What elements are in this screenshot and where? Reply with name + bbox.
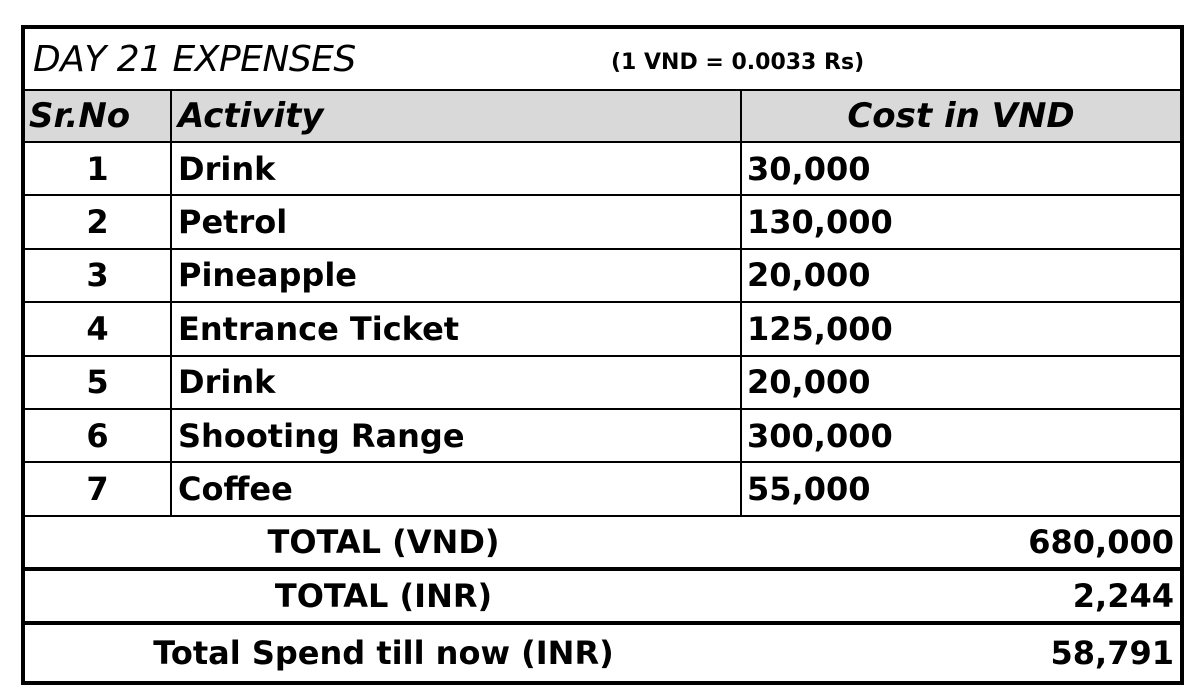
cell-cost: 125,000: [747, 309, 893, 348]
cell-sr-no: 4: [25, 303, 172, 354]
table-row: [25, 357, 1180, 410]
header-row: [25, 91, 1180, 143]
table-row: [25, 410, 1180, 463]
cell-sr-no: 6: [25, 410, 172, 461]
cell-cost: 20,000: [747, 256, 871, 295]
expense-table: [21, 25, 1184, 685]
cell-activity: Coffee: [172, 463, 742, 514]
total-spend-label: Total Spend till now (INR): [153, 634, 614, 672]
cell-cost: 55,000: [747, 470, 871, 509]
cell-activity: Pineapple: [172, 250, 742, 301]
cell-cost: 130,000: [747, 203, 893, 242]
cell-activity: Petrol: [172, 196, 742, 247]
cell-sr-no: 5: [25, 357, 172, 408]
table-row: [25, 303, 1180, 356]
cell-cost: 300,000: [747, 416, 893, 455]
total-inr-row: [25, 571, 1180, 625]
cell-activity: Drink: [172, 357, 742, 408]
cell-activity: Entrance Ticket: [172, 303, 742, 354]
header-activity: Activity: [172, 91, 742, 141]
cell-cost: 30,000: [747, 149, 871, 188]
total-spend-row: [25, 625, 1180, 681]
header-sr-no: Sr.No: [25, 91, 172, 141]
cell-sr-no: 7: [25, 463, 172, 514]
cell-sr-no: 3: [25, 250, 172, 301]
total-spend-value: 58,791: [1050, 634, 1174, 672]
cell-sr-no: 1: [25, 143, 172, 194]
total-vnd-value: 680,000: [1028, 522, 1174, 561]
total-vnd-row: [25, 517, 1180, 571]
total-inr-value: 2,244: [1072, 576, 1174, 615]
cell-sr-no: 2: [25, 196, 172, 247]
exchange-rate-note: (1 VND = 0.0033 Rs): [611, 50, 865, 75]
title-row: [25, 29, 1180, 91]
cell-activity: Drink: [172, 143, 742, 194]
total-inr-label: TOTAL (INR): [274, 576, 493, 615]
table-row: [25, 463, 1180, 516]
table-title: DAY 21 EXPENSES: [33, 39, 356, 80]
table-row: [25, 196, 1180, 249]
table-row: [25, 143, 1180, 196]
header-cost: Cost in VND: [847, 96, 1075, 136]
total-vnd-label: TOTAL (VND): [267, 522, 500, 561]
cell-activity: Shooting Range: [172, 410, 742, 461]
cell-cost: 20,000: [747, 363, 871, 402]
table-row: [25, 250, 1180, 303]
